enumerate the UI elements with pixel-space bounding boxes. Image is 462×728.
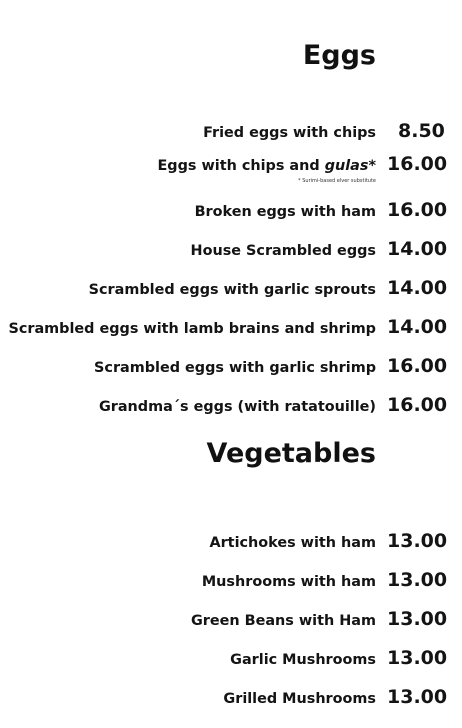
item-price: 14.00: [387, 277, 448, 299]
item-name: Broken eggs with ham: [194, 204, 376, 220]
item-name: Scrambled eggs with lamb brains and shrimp: [8, 321, 376, 337]
item-price: 16.00: [387, 153, 448, 175]
menu-item: [0, 605, 462, 635]
item-price: 16.00: [387, 199, 448, 221]
menu-item: [0, 274, 462, 304]
menu-item: [0, 644, 462, 674]
item-price: 13.00: [387, 647, 448, 669]
item-name: Artichokes with ham: [209, 535, 376, 551]
item-price: 14.00: [387, 316, 448, 338]
item-name: Grilled Mushrooms: [223, 691, 376, 707]
item-price: 13.00: [387, 530, 448, 552]
item-footnote: * Surimi-based elver substitute: [298, 178, 376, 184]
item-price: 13.00: [387, 569, 448, 591]
item-name: Scrambled eggs with garlic shrimp: [94, 360, 376, 376]
item-price: 16.00: [387, 394, 448, 416]
item-price: 13.00: [387, 608, 448, 630]
section-title-eggs: Eggs: [302, 40, 376, 71]
menu-item: [0, 150, 462, 184]
item-name: Mushrooms with ham: [201, 574, 376, 590]
item-name: Grandma´s eggs (with ratatouille): [98, 399, 376, 415]
menu-item: [0, 391, 462, 421]
item-price: 13.00: [387, 686, 448, 708]
item-name: Green Beans with Ham: [190, 613, 376, 629]
item-name-emphasis: gulas: [324, 158, 369, 174]
menu-item: [0, 566, 462, 596]
item-name: Fried eggs with chips: [203, 125, 376, 141]
item-name-start: Eggs with chips and: [157, 158, 325, 174]
menu-item: [0, 235, 462, 265]
item-name: Scrambled eggs with garlic sprouts: [88, 282, 376, 298]
item-price: 14.00: [387, 238, 448, 260]
item-name: [157, 158, 376, 174]
item-price: 8.50: [398, 120, 445, 142]
menu-item: [0, 196, 462, 226]
section-title-vegetables: Vegetables: [206, 438, 376, 469]
item-price: 16.00: [387, 355, 448, 377]
menu-item: [0, 683, 462, 713]
menu-item: [0, 117, 462, 147]
menu-item: [0, 527, 462, 557]
item-name-end: *: [368, 158, 376, 174]
item-name: Garlic Mushrooms: [230, 652, 376, 668]
menu-item: [0, 313, 462, 343]
menu-item: [0, 352, 462, 382]
item-name: House Scrambled eggs: [190, 243, 376, 259]
